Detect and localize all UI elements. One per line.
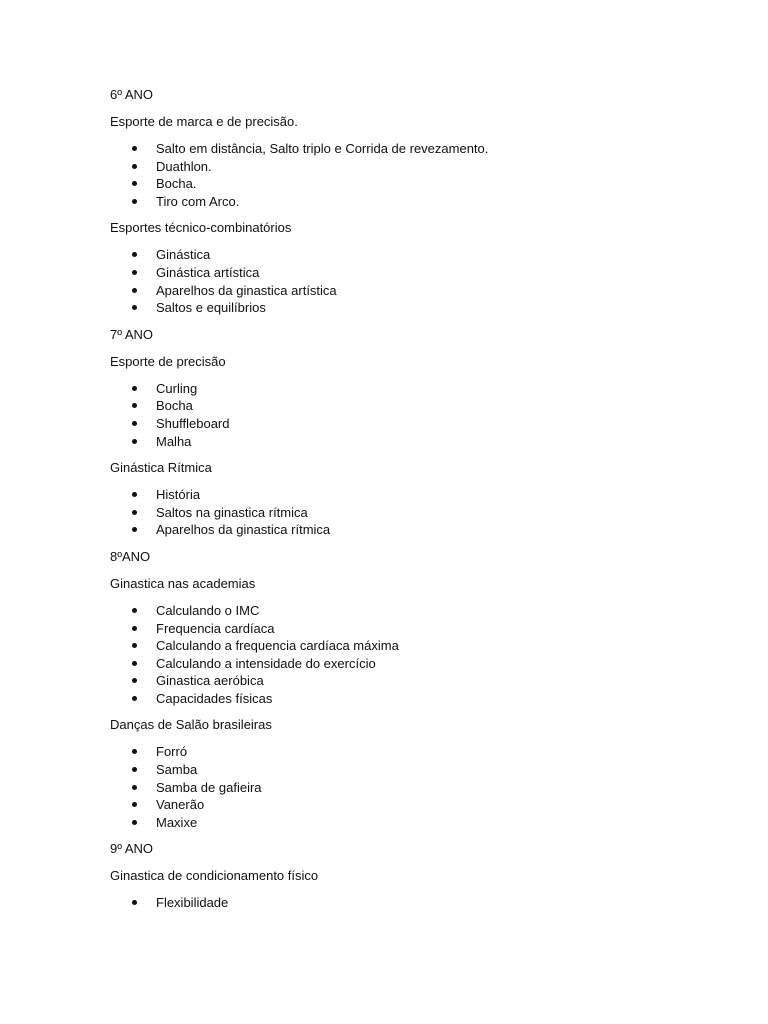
list-item bbox=[110, 796, 768, 814]
list-item bbox=[110, 380, 768, 398]
list-item bbox=[110, 246, 768, 264]
list-item-text: Samba bbox=[156, 762, 198, 778]
bullet-icon bbox=[132, 164, 137, 169]
list-item-text: Bocha. bbox=[156, 176, 197, 192]
grade-heading: 6º ANO bbox=[110, 87, 154, 102]
bullet-icon bbox=[132, 386, 137, 391]
list-item bbox=[110, 140, 768, 158]
section-title: Ginástica Rítmica bbox=[110, 460, 212, 476]
list-item-text: Saltos na ginastica rítmica bbox=[156, 504, 308, 520]
list-item-text: Frequencia cardíaca bbox=[156, 620, 275, 636]
bullet-icon bbox=[132, 305, 137, 310]
bullet-icon bbox=[132, 900, 137, 905]
list-item-text: Curling bbox=[156, 380, 198, 396]
list-item-text: Ginástica artística bbox=[156, 264, 260, 280]
bullet-icon bbox=[132, 439, 137, 444]
bullet-icon bbox=[132, 678, 137, 683]
list-item-text: Capacidades físicas bbox=[156, 690, 273, 706]
grade-heading: 7º ANO bbox=[110, 326, 154, 342]
bullet-icon bbox=[132, 661, 137, 666]
list-item bbox=[110, 521, 768, 539]
bullet-icon bbox=[132, 252, 137, 257]
bullet-icon bbox=[132, 146, 137, 151]
list-item-text: Aparelhos da ginastica artística bbox=[156, 282, 337, 298]
section-title: Danças de Salão brasileiras bbox=[110, 717, 272, 733]
list-item-text: Samba de gafieira bbox=[156, 779, 262, 795]
bullet-icon bbox=[132, 199, 137, 204]
section-title: Esportes técnico-combinatórios bbox=[110, 220, 292, 236]
list-item-text: Calculando a frequencia cardíaca máxima bbox=[156, 638, 399, 654]
bullet-list bbox=[110, 894, 768, 912]
bullet-icon bbox=[132, 510, 137, 515]
bullet-icon bbox=[132, 527, 137, 532]
bullet-icon bbox=[132, 749, 137, 754]
list-item-text: Malha bbox=[156, 433, 192, 449]
list-item-text: Duathlon. bbox=[156, 158, 212, 174]
list-item bbox=[110, 637, 768, 655]
list-item bbox=[110, 433, 768, 451]
list-item-text: Saltos e equilíbrios bbox=[156, 300, 266, 316]
bullet-list bbox=[110, 140, 768, 210]
list-item bbox=[110, 620, 768, 638]
list-item bbox=[110, 397, 768, 415]
bullet-list bbox=[110, 246, 768, 316]
bullet-list bbox=[110, 380, 768, 450]
section-title: Esporte de marca e de precisão. bbox=[110, 114, 298, 129]
bullet-icon bbox=[132, 802, 137, 807]
bullet-list bbox=[110, 743, 768, 831]
bullet-list bbox=[110, 486, 768, 539]
list-item bbox=[110, 193, 768, 211]
list-item bbox=[110, 672, 768, 690]
list-item-text: Vanerão bbox=[156, 797, 205, 813]
list-item-text: Ginástica bbox=[156, 247, 211, 263]
list-item bbox=[110, 894, 768, 912]
list-item-text: Shuffleboard bbox=[156, 415, 230, 431]
bullet-icon bbox=[132, 270, 137, 275]
list-item-text: Bocha bbox=[156, 398, 193, 414]
list-item-text: Flexibilidade bbox=[156, 895, 229, 911]
list-item-text: Maxixe bbox=[156, 814, 198, 830]
list-item bbox=[110, 602, 768, 620]
bullet-icon bbox=[132, 492, 137, 497]
list-item-text: História bbox=[156, 487, 201, 503]
section-title: Ginastica de condicionamento físico bbox=[110, 868, 319, 884]
list-item-text: Ginastica aeróbica bbox=[156, 673, 264, 689]
bullet-icon bbox=[132, 643, 137, 648]
list-item bbox=[110, 743, 768, 761]
list-item bbox=[110, 299, 768, 317]
list-item bbox=[110, 264, 768, 282]
list-item bbox=[110, 175, 768, 193]
list-item bbox=[110, 415, 768, 433]
bullet-icon bbox=[132, 288, 137, 293]
list-item-text: Calculando a intensidade do exercício bbox=[156, 655, 376, 671]
list-item bbox=[110, 814, 768, 832]
bullet-icon bbox=[132, 181, 137, 186]
list-item bbox=[110, 779, 768, 797]
bullet-icon bbox=[132, 785, 137, 790]
section-title: Esporte de precisão bbox=[110, 353, 226, 369]
list-item bbox=[110, 158, 768, 176]
list-item bbox=[110, 761, 768, 779]
bullet-icon bbox=[132, 820, 137, 825]
list-item-text: Calculando o IMC bbox=[156, 602, 260, 618]
bullet-icon bbox=[132, 696, 137, 701]
list-item bbox=[110, 690, 768, 708]
bullet-icon bbox=[132, 403, 137, 408]
list-item bbox=[110, 282, 768, 300]
list-item bbox=[110, 504, 768, 522]
list-item-text: Forró bbox=[156, 744, 188, 760]
section-title: Ginastica nas academias bbox=[110, 575, 256, 591]
bullet-icon bbox=[132, 608, 137, 613]
list-item bbox=[110, 486, 768, 504]
bullet-icon bbox=[132, 626, 137, 631]
list-item-text: Salto em distância, Salto triplo e Corrida de revezamento. bbox=[156, 141, 489, 156]
bullet-icon bbox=[132, 767, 137, 772]
grade-heading: 8ºANO bbox=[110, 548, 151, 564]
grade-heading: 9º ANO bbox=[110, 841, 154, 857]
bullet-list bbox=[110, 602, 768, 708]
list-item-text: Tiro com Arco. bbox=[156, 193, 240, 209]
bullet-icon bbox=[132, 421, 137, 426]
list-item-text: Aparelhos da ginastica rítmica bbox=[156, 522, 331, 538]
list-item bbox=[110, 655, 768, 673]
